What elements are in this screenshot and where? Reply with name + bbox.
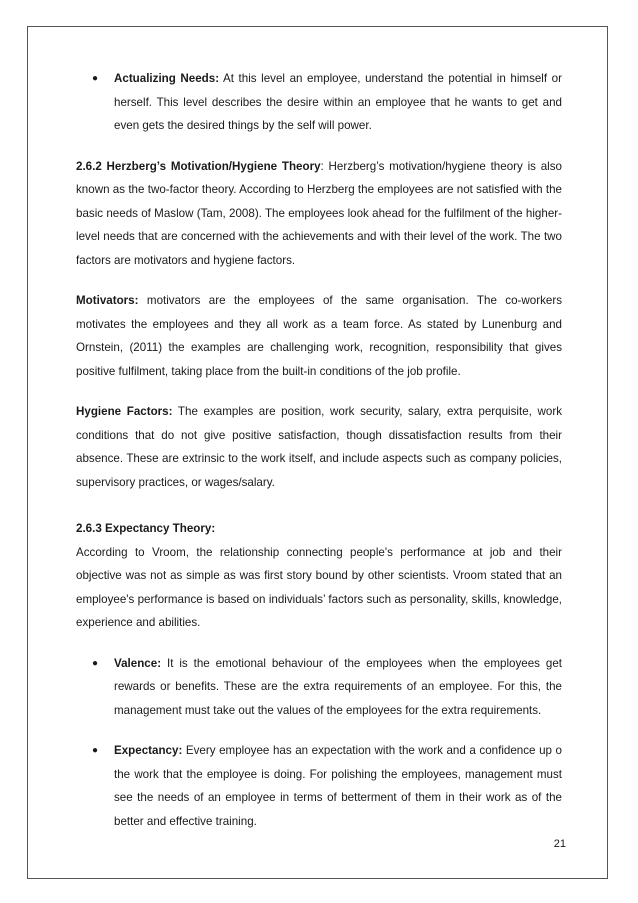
bullet-actualizing-needs (76, 67, 562, 138)
bullet-list-vroom (76, 652, 562, 834)
bullet-icon: ● (92, 657, 99, 669)
paragraph-expectancy: According to Vroom, the relationship connecting people's performance at job and their objective was not as simple as was first story bound by other scientists. Vroom stated that an employee's performance is based on individuals’ factors such as personality, skills, knowledge, experience and abilities. (76, 545, 562, 629)
term-expectancy: Expectancy: (114, 744, 183, 757)
paragraph-motivators (76, 289, 562, 383)
bullet-expectancy (76, 739, 562, 833)
paragraph-herzberg (76, 155, 562, 273)
term-actualizing-needs: Actualizing Needs: (114, 72, 220, 85)
bullet-icon: ● (92, 745, 99, 756)
bullet-list-maslow (76, 67, 562, 138)
heading-expectancy-theory: 2.6.3 Expectancy Theory: (76, 522, 216, 535)
term-valence: Valence: (114, 656, 162, 670)
text-actualizing-needs: At this level an employee, understand the potential in himself or herself. This level describes the desire within an employee that he wants to get and even gets the desired things by the self will power. (114, 72, 562, 132)
heading-herzberg: 2.6.2 Herzberg’s Motivation/Hygiene Theory (76, 159, 321, 173)
text-herzberg: : Herzberg’s motivation/hygiene theory is also known as the two-factor theory. According to Herzberg the employees are not satisfied with the basic needs of Maslow (Tam, 2008). The employees look ahead for the fulfilment of the higher-level needs that are concerned with the achievements and with their level of the work. The two factors are motivators and hygiene factors. (76, 159, 562, 267)
bullet-valence (76, 652, 562, 723)
page-number: 21 (553, 838, 566, 850)
term-motivators: Motivators: (76, 294, 139, 307)
term-hygiene-factors: Hygiene Factors: (76, 405, 173, 418)
text-motivators: motivators are the employees of the same organisation. The co-workers motivates the employees and they all work as a team force. As stated by Lunenburg and Ornstein, (2011) the examples are challenging work, recognition, responsibility that gives positive fulfilment, taking place from the built-in conditions of the job profile. (76, 294, 562, 378)
text-hygiene-factors: The examples are position, work security, salary, extra perquisite, work conditions that do not give positive satisfaction, though dissatisfaction results from their absence. These are extrinsic to the work itself, and include aspects such as company policies, supervisory practices, or wages/salary. (76, 405, 562, 489)
text-expectancy: Every employee has an expectation with the work and a confidence up o the work that the employee is doing. For polishing the employees, management must see the needs of an employee in terms of betterment of them in their work as of the better and effective training. (114, 744, 562, 828)
text-valence: It is the emotional behaviour of the employees when the employees get rewards or benefits. These are the extra requirements of an employee. For this, the management must take out the values of the employees for the extra requirements. (114, 656, 562, 717)
bullet-icon: ● (92, 73, 99, 84)
document-body (76, 67, 562, 833)
paragraph-hygiene (76, 400, 562, 494)
